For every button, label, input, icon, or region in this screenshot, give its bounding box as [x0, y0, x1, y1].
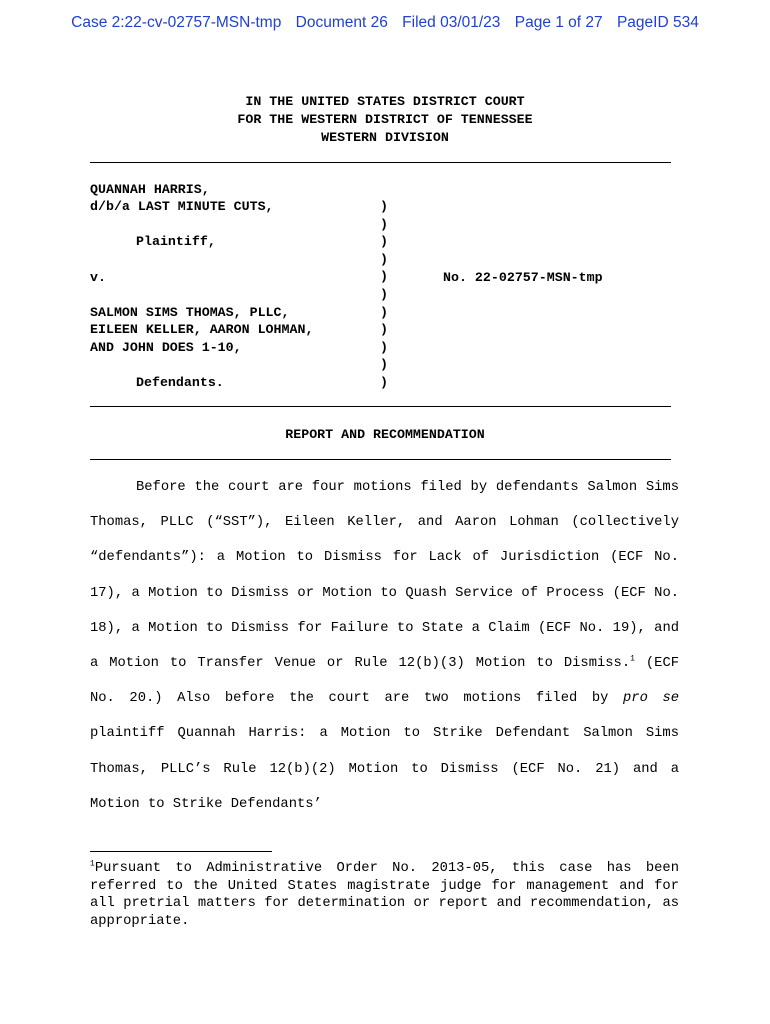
plaintiff-dba: d/b/a LAST MINUTE CUTS,: [90, 199, 274, 214]
court-heading: [0, 93, 770, 147]
footnote-reference: 1: [630, 654, 635, 664]
filed-date-stamp: Filed 03/01/23: [402, 14, 501, 31]
footnote: [90, 860, 679, 931]
plaintiff-role: Plaintiff,: [136, 234, 216, 249]
footnote-text: Pursuant to Administrative Order No. 2013-05, this case has been referred to the United States magistrate judge for management and for all pretrial matters for determination or report and recommendation, as appropriate.: [90, 861, 679, 930]
ecf-header-stamp: [0, 14, 770, 32]
body-text-part-3: plaintiff Quannah Harris: a Motion to Strike Defendant Salmon Sims Thomas, PLLC’s Rule 12(b)(2) Motion to Dismiss (ECF No. 21) and a Motion to Strike Defendants’: [90, 726, 679, 812]
document-number-stamp: Document 26: [295, 14, 388, 31]
footnote-separator: [90, 851, 272, 852]
plaintiff-name: QUANNAH HARRIS,: [90, 182, 210, 197]
caption-top-rule: [90, 162, 671, 163]
defendant-line-1: SALMON SIMS THOMAS, PLLC,: [90, 305, 290, 320]
court-line-2: FOR THE WESTERN DISTRICT OF TENNESSEE: [237, 112, 533, 127]
title-rule: [90, 459, 671, 460]
case-number: No. 22-02757-MSN-tmp: [443, 270, 603, 285]
pro-se-term: pro se: [623, 691, 679, 707]
document-title: REPORT AND RECOMMENDATION: [285, 427, 485, 442]
court-line-1: IN THE UNITED STATES DISTRICT COURT: [245, 94, 525, 109]
footnote-mark: 1: [90, 859, 95, 869]
pageid-stamp: PageID 534: [616, 14, 699, 31]
page-count-stamp: Page 1 of 27: [514, 14, 603, 31]
defendant-role: Defendants.: [136, 375, 224, 390]
case-number-stamp: Case 2:22-cv-02757-MSN-tmp: [71, 14, 282, 31]
defendant-line-2: EILEEN KELLER, AARON LOHMAN,: [90, 322, 314, 337]
versus: v.: [90, 270, 106, 285]
court-line-3: WESTERN DIVISION: [321, 130, 449, 145]
caption-bottom-rule: [90, 406, 671, 407]
body-paragraph: [90, 470, 679, 822]
body-text-part-2: (ECF No. 20.) Also before the court are two motions filed by: [90, 656, 679, 707]
caption-parentheses: ) ) ) ) ) ) ) ) ) ) ): [380, 199, 388, 390]
defendant-line-3: AND JOHN DOES 1-10,: [90, 340, 242, 355]
body-text-part-1: Before the court are four motions filed by defendants Salmon Sims Thomas, PLLC (“SST”), Eileen Keller, and Aaron Lohman (collectively “defendants”): a Motion to Dismiss for Lack of Jurisdiction (ECF No. 17), a Motion to Dismiss or Motion to Quash Service of Process (ECF No. 18), a Motion to Dismiss for Failure to State a Claim (ECF No. 19), and a Motion to Transfer Venue or Rule 12(b)(3) Motion to Dismiss.: [90, 480, 679, 672]
